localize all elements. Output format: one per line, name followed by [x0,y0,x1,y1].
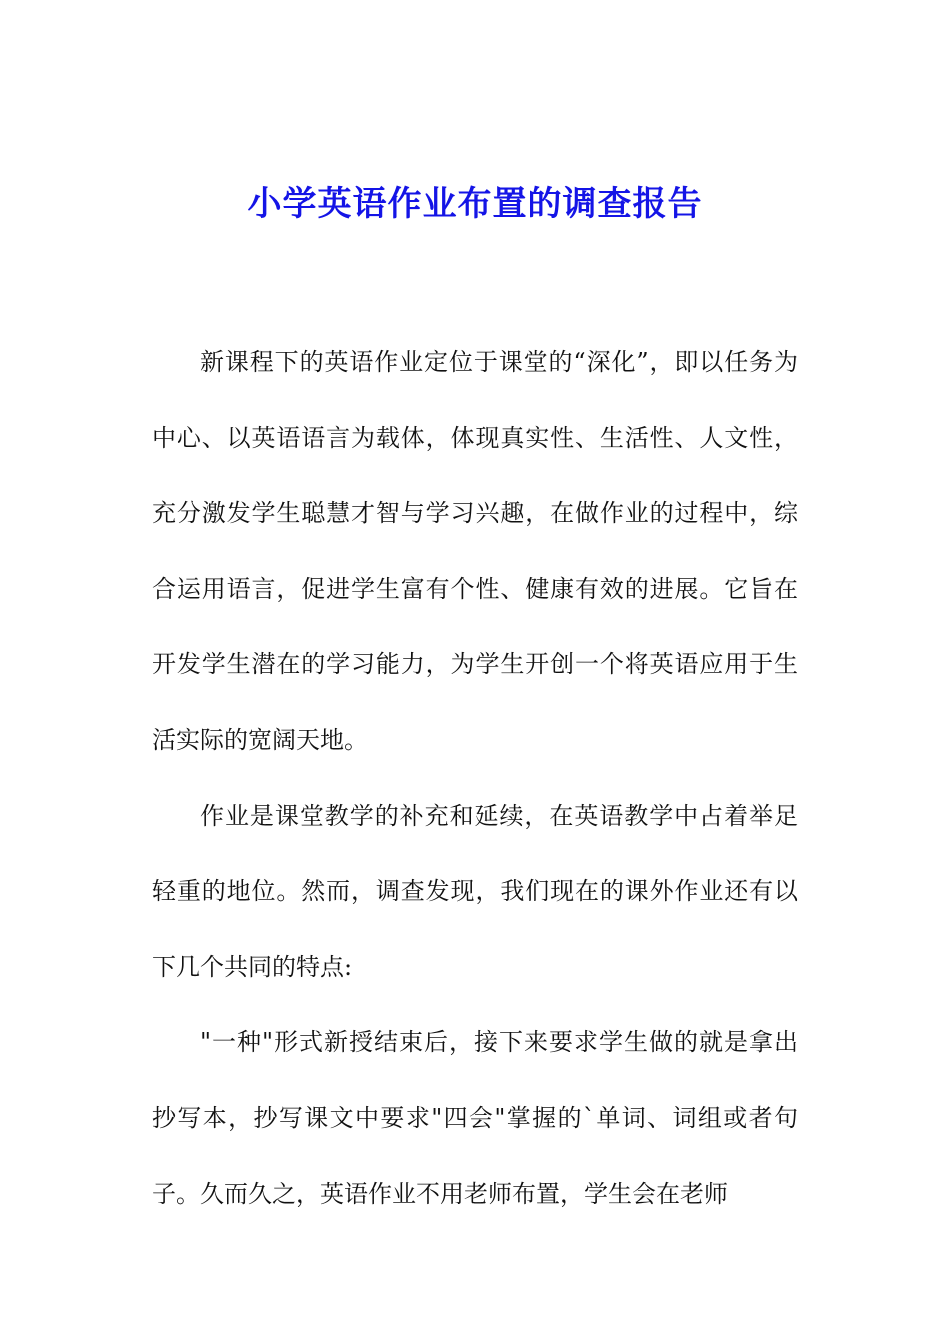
paragraph-1: 新课程下的英语作业定位于课堂的“深化”，即以任务为中心、以英语语言为载体，体现真实性、生活性、人文性，充分激发学生聪慧才智与学习兴趣，在做作业的过程中，综合运用语言，促进学生富有个性、健康有效的进展。它旨在开发学生潜在的学习能力，为学生开创一个将英语应用于生活实际的宽阔天地。 [152,348,798,754]
paragraph-3: "一种"形式新授结束后，接下来要求学生做的就是拿出抄写本，抄写课文中要求"四会"掌握的`单词、词组或者句子。久而久之，英语作业不用老师布置，学生会在老师 [152,1028,798,1208]
document-title: 小学英语作业布置的调查报告 [247,184,703,224]
paragraph-2: 作业是课堂教学的补充和延续，在英语教学中占着举足轻重的地位。然而，调查发现，我们现在的课外作业还有以下几个共同的特点: [152,801,798,981]
document-body [152,325,798,1232]
